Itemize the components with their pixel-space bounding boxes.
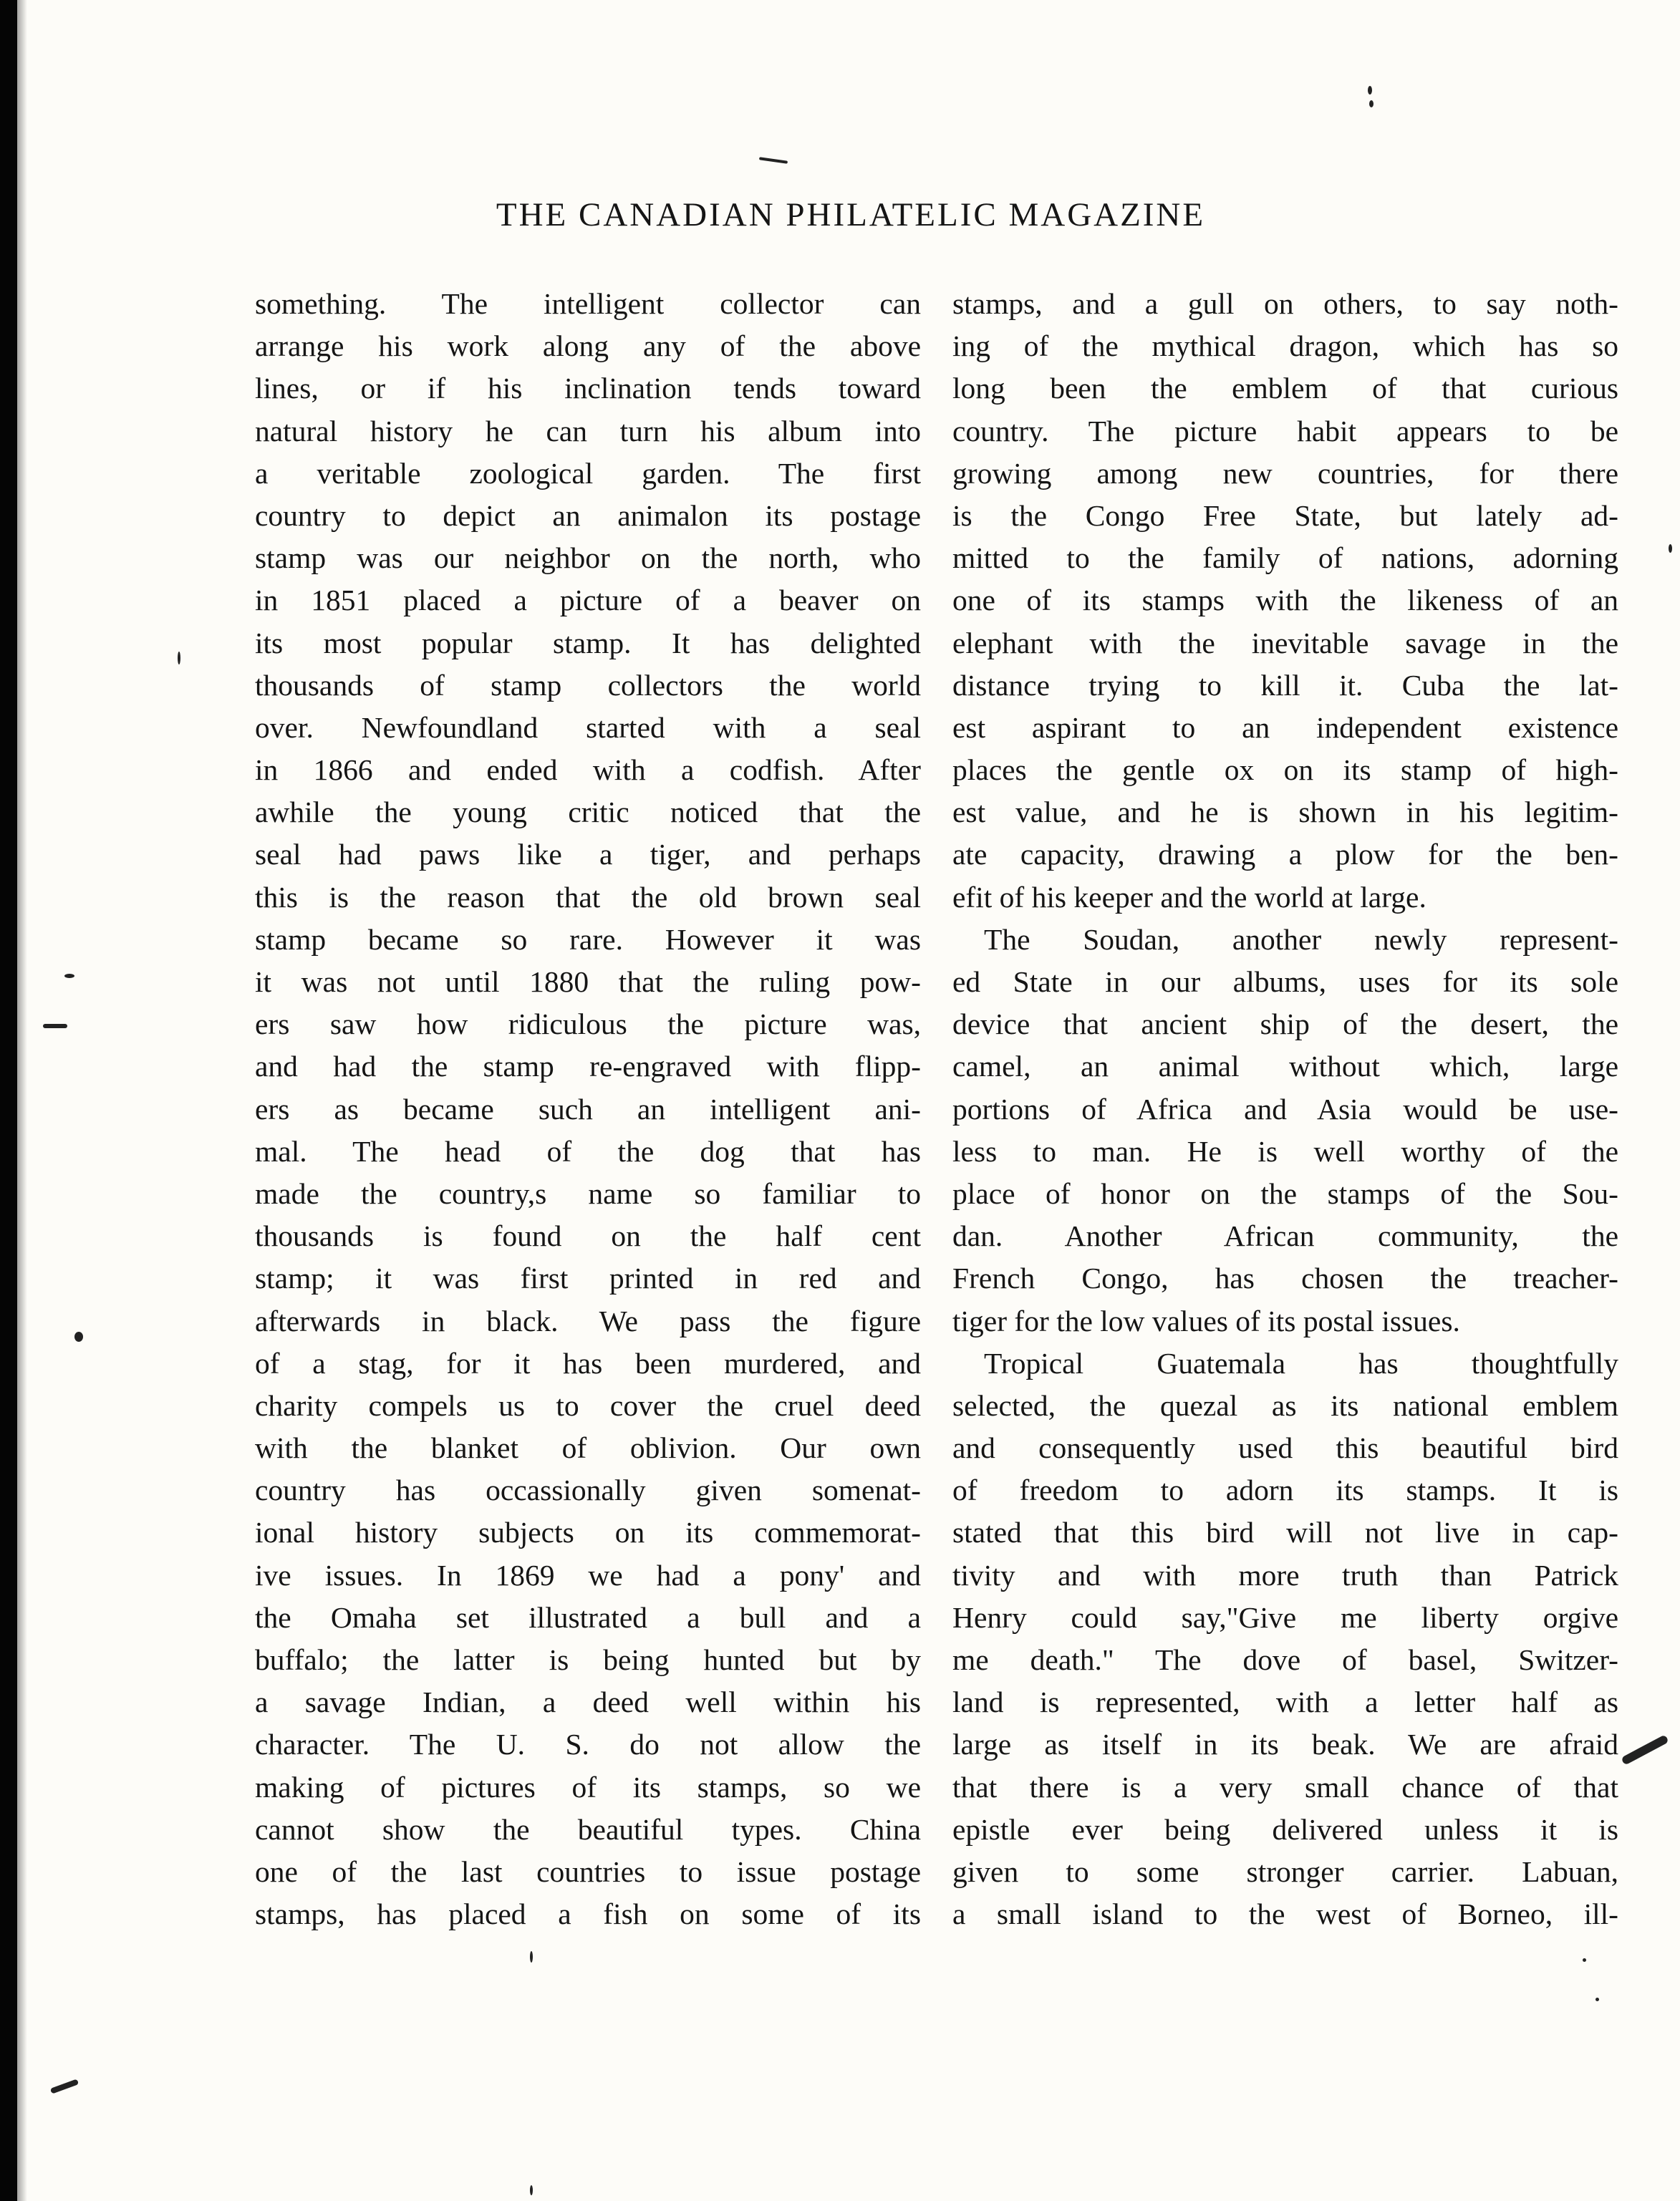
text-line: and had the stamp re-engraved with flipp- [255,1050,921,1083]
text-line: one of its stamps with the likeness of an [952,584,1618,617]
text-line: stated that this bird will not live in cap- [952,1516,1618,1549]
scan-speck [178,652,180,664]
text-line: seal had paws like a tiger, and perhaps [255,838,921,871]
text-line: est value, and he is shown in his legitim- [952,795,1618,829]
text-line: a veritable zoological garden. The first [255,456,921,490]
text-line: mitted to the family of nations, adorning [952,541,1618,575]
text-line: of a stag, for it has been murdered, and [255,1346,921,1380]
text-line: ing of the mythical dragon, which has so [952,329,1618,363]
left-column [255,283,921,1935]
text-line: and consequently used this beautiful bird [952,1431,1618,1465]
text-line: Henry could say,"Give me liberty orgive [952,1600,1618,1634]
text-line: stamps, and a gull on others, to say noth- [952,287,1618,320]
text-line: stamp; it was first printed in red and [255,1262,921,1295]
text-line: me death." The dove of basel, Switzer- [952,1643,1618,1676]
text-line: given to some stronger carrier. Labuan, [952,1854,1618,1888]
text-line: the Omaha set illustrated a bull and a [255,1600,921,1634]
text-line: country to depict an animalon its postage [255,498,921,532]
text-line: a savage Indian, a deed well within his [255,1685,921,1719]
text-line: tivity and with more truth than Patrick [952,1558,1618,1592]
text-line: with the blanket of oblivion. Our own [255,1431,921,1465]
text-line: made the country,s name so familiar to [255,1176,921,1210]
text-line: place of honor on the stamps of the Sou- [952,1176,1618,1210]
text-line: stamp became so rare. However it was [255,922,921,956]
text-line: land is represented, with a letter half as [952,1685,1618,1719]
text-line: natural history he can turn his album into [255,414,921,448]
binding-edge [0,0,17,2201]
text-line: stamps, has placed a fish on some of its [255,1897,921,1931]
text-line: stamp was our neighbor on the north, who [255,541,921,575]
scan-speck [1583,1958,1586,1962]
text-line: character. The U. S. do not allow the [255,1728,921,1761]
text-line: in 1866 and ended with a codfish. After [255,753,921,787]
page-header: THE CANADIAN PHILATELIC MAGAZINE [496,196,1206,233]
text-line: dan. Another African community, the [952,1219,1618,1253]
text-line: it was not until 1880 that the ruling pow- [255,965,921,998]
text-line: something. The intelligent collector can [255,287,921,320]
text-line: making of pictures of its stamps, so we [255,1770,921,1804]
text-line: buffalo; the latter is being hunted but by [255,1643,921,1676]
text-line: in 1851 placed a picture of a beaver on [255,584,921,617]
text-line: selected, the quezal as its national emblem [952,1388,1618,1422]
text-line: its most popular stamp. It has delighted [255,626,921,659]
text-line: tiger for the low values of its postal issues. [952,1304,1460,1337]
text-line: ers saw how ridiculous the picture was, [255,1007,921,1041]
text-line: est aspirant to an independent existence [952,710,1618,744]
text-line: long been the emblem of that curious [952,372,1618,405]
text-line: ate capacity, drawing a plow for the ben- [952,838,1618,871]
text-line: camel, an animal without which, large [952,1050,1618,1083]
text-line: is the Congo Free State, but lately ad- [952,498,1618,532]
text-line: over. Newfoundland started with a seal [255,710,921,744]
text-line: this is the reason that the old brown seal [255,880,921,914]
scan-speck [1595,1998,1599,2001]
text-line: mal. The head of the dog that has [255,1134,921,1168]
scan-speck [64,974,74,978]
text-line: afterwards in black. We pass the figure [255,1304,921,1337]
text-line: The Soudan, another newly represent- [984,922,1618,956]
scan-speck [530,2185,533,2195]
scan-speck [1369,100,1374,107]
scan-speck [1368,86,1372,95]
text-line: Tropical Guatemala has thoughtfully [984,1346,1618,1380]
scan-speck [759,157,788,164]
text-line: distance trying to kill it. Cuba the lat- [952,668,1618,702]
text-line: places the gentle ox on its stamp of high- [952,753,1618,787]
text-line: ed State in our albums, uses for its sole [952,965,1618,998]
text-line: epistle ever being delivered unless it is [952,1812,1618,1846]
text-line: large as itself in its beak. We are afraid [952,1728,1618,1761]
text-line: device that ancient ship of the desert, the [952,1007,1618,1041]
text-line: arrange his work along any of the above [255,329,921,363]
text-line: portions of Africa and Asia would be use- [952,1092,1618,1126]
text-line: thousands of stamp collectors the world [255,668,921,702]
scan-speck [530,1951,533,1963]
text-line: elephant with the inevitable savage in the [952,626,1618,659]
text-line: ive issues. In 1869 we had a pony' and [255,1558,921,1592]
text-line: growing among new countries, for there [952,456,1618,490]
text-line: a small island to the west of Borneo, ill- [952,1897,1618,1931]
text-line: of freedom to adorn its stamps. It is [952,1474,1618,1507]
right-column [952,283,1618,1935]
scan-speck [43,1024,67,1028]
text-line: charity compels us to cover the cruel deed [255,1388,921,1422]
text-line: lines, or if his inclination tends toward [255,372,921,405]
text-line: awhile the young critic noticed that the [255,795,921,829]
text-line: one of the last countries to issue postage [255,1854,921,1888]
scan-speck [50,2079,79,2094]
text-line: efit of his keeper and the world at large. [952,880,1426,914]
text-line: thousands is found on the half cent [255,1219,921,1253]
scan-speck [1621,1734,1669,1765]
scan-speck [74,1332,83,1342]
binding-shadow [17,0,27,2201]
text-line: ers as became such an intelligent ani- [255,1092,921,1126]
text-line: cannot show the beautiful types. China [255,1812,921,1846]
text-line: ional history subjects on its commemorat- [255,1516,921,1549]
text-line: French Congo, has chosen the treacher- [952,1262,1618,1295]
scan-speck [1669,544,1672,553]
text-line: country. The picture habit appears to be [952,414,1618,448]
text-line: country has occassionally given somenat- [255,1474,921,1507]
text-line: less to man. He is well worthy of the [952,1134,1618,1168]
text-line: that there is a very small chance of that [952,1770,1618,1804]
